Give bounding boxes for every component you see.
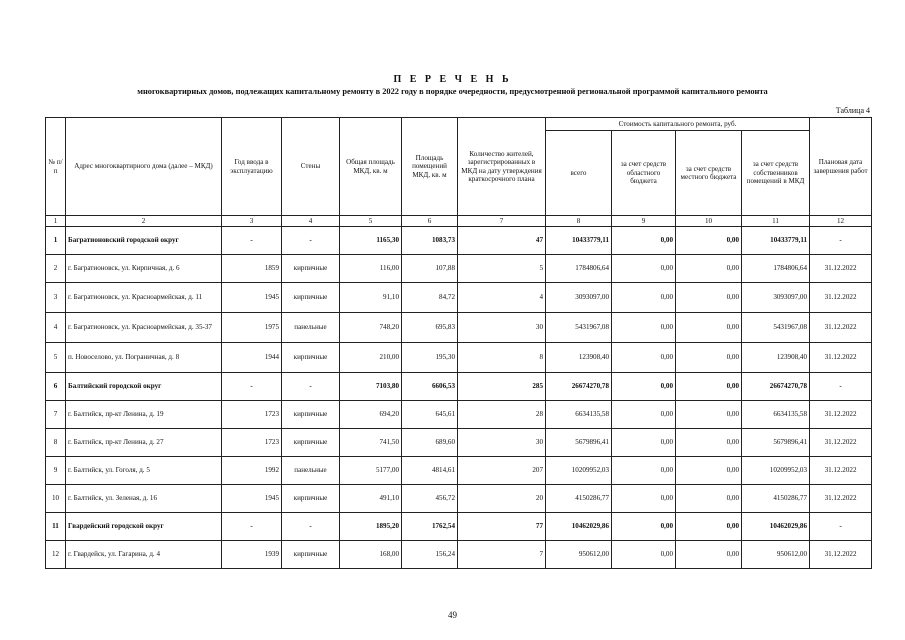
cell-address: Багратионовский городской округ [66,227,222,255]
col-header-premises-area: Площадь помещений МКД, кв. м [402,118,458,216]
cell-cost-total: 123908,40 [546,343,612,373]
cell-cost-regional: 0,00 [612,401,676,429]
cell-cost-local: 0,00 [676,541,742,569]
cell-cost-local: 0,00 [676,255,742,283]
cell-cost-regional: 0,00 [612,227,676,255]
cell-total-area: 694,20 [340,401,402,429]
cell-address: Балтийский городской округ [66,373,222,401]
col-number: 2 [66,216,222,227]
cell-premises-area: 456,72 [402,485,458,513]
cell-num: 1 [46,227,66,255]
cell-total-area: 7103,80 [340,373,402,401]
cell-premises-area: 195,30 [402,343,458,373]
cell-address: г. Багратионовск, ул. Красноармейская, д. 11 [66,283,222,313]
cell-planned-date: - [810,227,872,255]
col-header-planned-date: Плановая дата завершения работ [810,118,872,216]
col-header-cost-group: Стоимость капитального ремонта, руб. [546,118,810,131]
col-header-year: Год ввода в эксплуатацию [222,118,282,216]
cell-walls: кирпичные [282,401,340,429]
cell-cost-owners: 5431967,08 [742,313,810,343]
cell-address: г. Балтийск, пр-кт Ленина, д. 27 [66,429,222,457]
cell-total-area: 1165,30 [340,227,402,255]
cell-premises-area: 645,61 [402,401,458,429]
col-header-total-area: Общая площадь МКД, кв. м [340,118,402,216]
cell-planned-date: 31.12.2022 [810,485,872,513]
cell-cost-regional: 0,00 [612,457,676,485]
document-subtitle: многоквартирных домов, подлежащих капитальному ремонту в 2022 году в порядке очередности, предусмотренной региональной программой капитального ремонта [137,87,768,96]
cell-total-area: 1895,20 [340,513,402,541]
col-number: 10 [676,216,742,227]
cell-cost-total: 3093097,00 [546,283,612,313]
cell-total-area: 116,00 [340,255,402,283]
cell-residents: 5 [458,255,546,283]
table-row [46,541,872,569]
cell-cost-owners: 10462029,86 [742,513,810,541]
cell-planned-date: - [810,373,872,401]
cell-address: г. Багратионовск, ул. Красноармейская, д. 35-37 [66,313,222,343]
cell-total-area: 491,10 [340,485,402,513]
cell-premises-area: 1083,73 [402,227,458,255]
cell-cost-local: 0,00 [676,485,742,513]
col-number: 8 [546,216,612,227]
cell-residents: 30 [458,313,546,343]
cell-premises-area: 6606,53 [402,373,458,401]
cell-premises-area: 4814,61 [402,457,458,485]
cell-cost-owners: 10433779,11 [742,227,810,255]
cell-cost-total: 5679896,41 [546,429,612,457]
cell-cost-owners: 1784806,64 [742,255,810,283]
repair-register-table [45,117,872,569]
cell-num: 3 [46,283,66,313]
cell-year: - [222,513,282,541]
cell-walls: кирпичные [282,429,340,457]
cell-cost-owners: 6634135,58 [742,401,810,429]
col-number: 1 [46,216,66,227]
col-number: 3 [222,216,282,227]
cell-residents: 4 [458,283,546,313]
cell-address: г. Балтийск, пр-кт Ленина, д. 19 [66,401,222,429]
cell-address: г. Балтийск, ул. Гоголя, д. 5 [66,457,222,485]
cell-cost-owners: 123908,40 [742,343,810,373]
cell-cost-total: 26674270,78 [546,373,612,401]
cell-cost-total: 6634135,58 [546,401,612,429]
cell-residents: 30 [458,429,546,457]
cell-cost-local: 0,00 [676,401,742,429]
cell-year: 1859 [222,255,282,283]
cell-residents: 7 [458,541,546,569]
cell-premises-area: 156,24 [402,541,458,569]
table-body [46,227,872,569]
col-number: 11 [742,216,810,227]
cell-premises-area: 695,83 [402,313,458,343]
cell-walls: кирпичные [282,255,340,283]
cell-cost-regional: 0,00 [612,343,676,373]
table-row [46,343,872,373]
table-row [46,283,872,313]
table-row [46,401,872,429]
cell-walls: кирпичные [282,485,340,513]
cell-num: 8 [46,429,66,457]
cell-num: 4 [46,313,66,343]
col-header-address: Адрес многоквартирного дома (далее – МКД) [66,118,222,216]
cell-cost-regional: 0,00 [612,513,676,541]
cell-cost-owners: 10209952,03 [742,457,810,485]
cell-year: 1992 [222,457,282,485]
cell-residents: 207 [458,457,546,485]
col-number: 4 [282,216,340,227]
cell-premises-area: 107,88 [402,255,458,283]
cell-walls: панельные [282,457,340,485]
cell-cost-total: 10433779,11 [546,227,612,255]
cell-cost-total: 10209952,03 [546,457,612,485]
cell-num: 10 [46,485,66,513]
cell-walls: - [282,373,340,401]
cell-total-area: 741,50 [340,429,402,457]
cell-num: 5 [46,343,66,373]
col-number: 7 [458,216,546,227]
cell-residents: 8 [458,343,546,373]
cell-cost-regional: 0,00 [612,283,676,313]
cell-premises-area: 689,60 [402,429,458,457]
cell-num: 9 [46,457,66,485]
cell-residents: 77 [458,513,546,541]
cell-total-area: 5177,00 [340,457,402,485]
cell-cost-total: 5431967,08 [546,313,612,343]
cell-address: Гвардейский городской округ [66,513,222,541]
cell-planned-date: 31.12.2022 [810,457,872,485]
cell-cost-local: 0,00 [676,513,742,541]
table-row [46,485,872,513]
table-label: Таблица 4 [835,106,870,115]
cell-address: г. Балтийск, ул. Зеленая, д. 16 [66,485,222,513]
cell-total-area: 91,10 [340,283,402,313]
cell-year: 1939 [222,541,282,569]
cell-planned-date: 31.12.2022 [810,255,872,283]
col-number: 6 [402,216,458,227]
cell-year: 1945 [222,485,282,513]
cell-total-area: 168,00 [340,541,402,569]
col-header-num: № п/п [46,118,66,216]
table-row [46,313,872,343]
cell-address: п. Новоселово, ул. Пограничная, д. 8 [66,343,222,373]
cell-residents: 47 [458,227,546,255]
cell-cost-local: 0,00 [676,429,742,457]
cell-num: 11 [46,513,66,541]
cell-cost-total: 950612,00 [546,541,612,569]
cell-cost-local: 0,00 [676,227,742,255]
cell-year: - [222,227,282,255]
cell-address: г. Гвардейск, ул. Гагарина, д. 4 [66,541,222,569]
cell-residents: 285 [458,373,546,401]
col-number: 12 [810,216,872,227]
cell-cost-total: 4150286,77 [546,485,612,513]
cell-cost-local: 0,00 [676,343,742,373]
cell-cost-local: 0,00 [676,373,742,401]
cell-residents: 20 [458,485,546,513]
cell-address: г. Багратионовск, ул. Кирпичная, д. 6 [66,255,222,283]
cell-cost-regional: 0,00 [612,429,676,457]
cell-planned-date: - [810,513,872,541]
cell-cost-total: 10462029,86 [546,513,612,541]
cell-cost-regional: 0,00 [612,485,676,513]
cell-walls: - [282,227,340,255]
cell-walls: кирпичные [282,541,340,569]
cell-total-area: 748,20 [340,313,402,343]
cell-num: 2 [46,255,66,283]
cell-year: 1723 [222,401,282,429]
cell-num: 6 [46,373,66,401]
cell-cost-regional: 0,00 [612,255,676,283]
cell-walls: - [282,513,340,541]
cell-num: 7 [46,401,66,429]
table-group-row [46,373,872,401]
col-number: 5 [340,216,402,227]
cell-planned-date: 31.12.2022 [810,541,872,569]
table-group-row [46,513,872,541]
cell-cost-regional: 0,00 [612,373,676,401]
table-row [46,255,872,283]
table-row [46,457,872,485]
col-header-cost-owners: за счет средств собственников помещений в МКД [742,131,810,216]
cell-walls: кирпичные [282,283,340,313]
cell-walls: панельные [282,313,340,343]
cell-num: 12 [46,541,66,569]
cell-cost-owners: 26674270,78 [742,373,810,401]
cell-cost-local: 0,00 [676,283,742,313]
cell-total-area: 210,00 [340,343,402,373]
cell-premises-area: 1762,54 [402,513,458,541]
col-number: 9 [612,216,676,227]
cell-cost-local: 0,00 [676,457,742,485]
cell-planned-date: 31.12.2022 [810,401,872,429]
cell-cost-local: 0,00 [676,313,742,343]
cell-premises-area: 84,72 [402,283,458,313]
cell-year: 1945 [222,283,282,313]
col-header-cost-regional: за счет средств областного бюджета [612,131,676,216]
cell-residents: 28 [458,401,546,429]
col-header-cost-total: всего [546,131,612,216]
cell-cost-owners: 4150286,77 [742,485,810,513]
cell-year: - [222,373,282,401]
table-group-row [46,227,872,255]
cell-cost-regional: 0,00 [612,541,676,569]
cell-planned-date: 31.12.2022 [810,313,872,343]
cell-year: 1975 [222,313,282,343]
col-header-cost-local: за счет средств местного бюджета [676,131,742,216]
cell-cost-owners: 5679896,41 [742,429,810,457]
cell-planned-date: 31.12.2022 [810,283,872,313]
table-row [46,429,872,457]
document-title: П Е Р Е Ч Е Н Ь [393,74,512,85]
cell-cost-owners: 950612,00 [742,541,810,569]
cell-cost-owners: 3093097,00 [742,283,810,313]
cell-cost-total: 1784806,64 [546,255,612,283]
cell-planned-date: 31.12.2022 [810,429,872,457]
cell-walls: кирпичные [282,343,340,373]
cell-planned-date: 31.12.2022 [810,343,872,373]
cell-cost-regional: 0,00 [612,313,676,343]
page-number: 49 [448,610,457,620]
col-header-walls: Стены [282,118,340,216]
cell-year: 1723 [222,429,282,457]
col-header-residents: Количество жителей, зарегистрированных в МКД на дату утверждения краткосрочного плана [458,118,546,216]
cell-year: 1944 [222,343,282,373]
